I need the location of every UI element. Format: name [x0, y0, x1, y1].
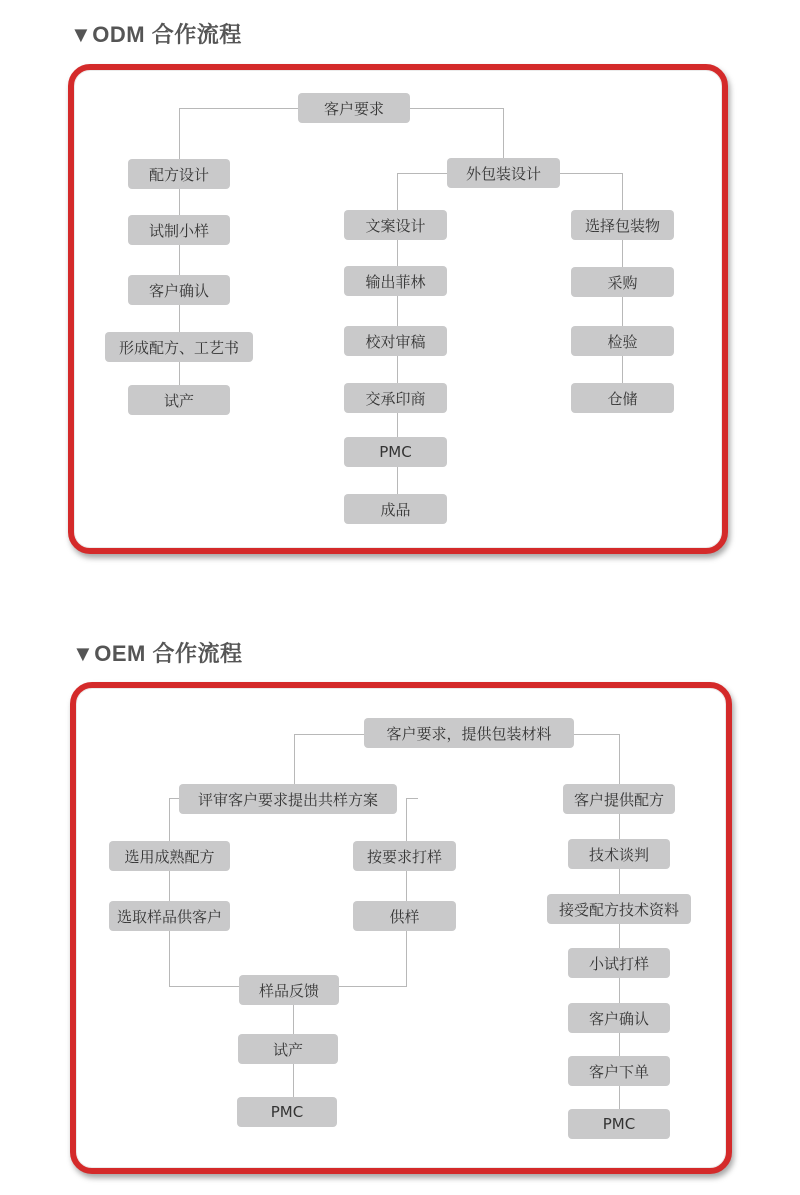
connector	[294, 734, 364, 735]
odm-pack-node: 外包装设计	[447, 158, 560, 188]
oem-bottom-node: 试产	[238, 1034, 338, 1064]
oem-root-node: 客户要求，提供包装材料	[364, 718, 574, 748]
odm-mid-node: 成品	[344, 494, 447, 524]
oem-mid-node: 按要求打样	[353, 841, 456, 871]
oem-right-node: PMC	[568, 1109, 670, 1139]
connector	[406, 798, 407, 986]
oem-left-node: 选用成熟配方	[109, 841, 230, 871]
connector	[169, 986, 239, 987]
oem-right-node: 客户确认	[568, 1003, 670, 1033]
oem-review-node: 评审客户要求提出共样方案	[179, 784, 397, 814]
odm-left-node: 形成配方、工艺书	[105, 332, 253, 362]
odm-heading: ▼ODM 合作流程	[70, 22, 242, 47]
connector	[169, 798, 170, 986]
odm-mid-node: PMC	[344, 437, 447, 467]
odm-root-node: 客户要求	[298, 93, 410, 123]
connector	[294, 734, 295, 786]
oem-feedback-node: 样品反馈	[239, 975, 339, 1005]
connector	[406, 798, 418, 799]
oem-left-node: 选取样品供客户	[109, 901, 230, 931]
connector	[339, 986, 407, 987]
odm-mid-node: 文案设计	[344, 210, 447, 240]
odm-left-node: 配方设计	[128, 159, 230, 189]
oem-heading: ▼OEM 合作流程	[72, 641, 243, 666]
odm-right-node: 采购	[571, 267, 674, 297]
odm-mid-node: 输出菲林	[344, 266, 447, 296]
connector	[409, 108, 504, 109]
odm-frame	[68, 64, 728, 554]
oem-mid-node: 供样	[353, 901, 456, 931]
odm-mid-node: 校对审稿	[344, 326, 447, 356]
odm-mid-node: 交承印商	[344, 383, 447, 413]
odm-right-node: 检验	[571, 326, 674, 356]
oem-bottom-node: PMC	[237, 1097, 337, 1127]
odm-left-node: 试制小样	[128, 215, 230, 245]
oem-right-node: 接受配方技术资料	[547, 894, 691, 924]
odm-left-node: 试产	[128, 385, 230, 415]
oem-right-node: 小试打样	[568, 948, 670, 978]
oem-right-node: 客户提供配方	[563, 784, 675, 814]
connector	[560, 173, 623, 174]
oem-right-node: 客户下单	[568, 1056, 670, 1086]
oem-right-node: 技术谈判	[568, 839, 670, 869]
odm-right-node: 仓储	[571, 383, 674, 413]
odm-right-node: 选择包装物	[571, 210, 674, 240]
connector	[572, 734, 619, 735]
connector	[179, 108, 299, 109]
odm-left-node: 客户确认	[128, 275, 230, 305]
connector	[503, 108, 504, 160]
connector	[397, 173, 447, 174]
